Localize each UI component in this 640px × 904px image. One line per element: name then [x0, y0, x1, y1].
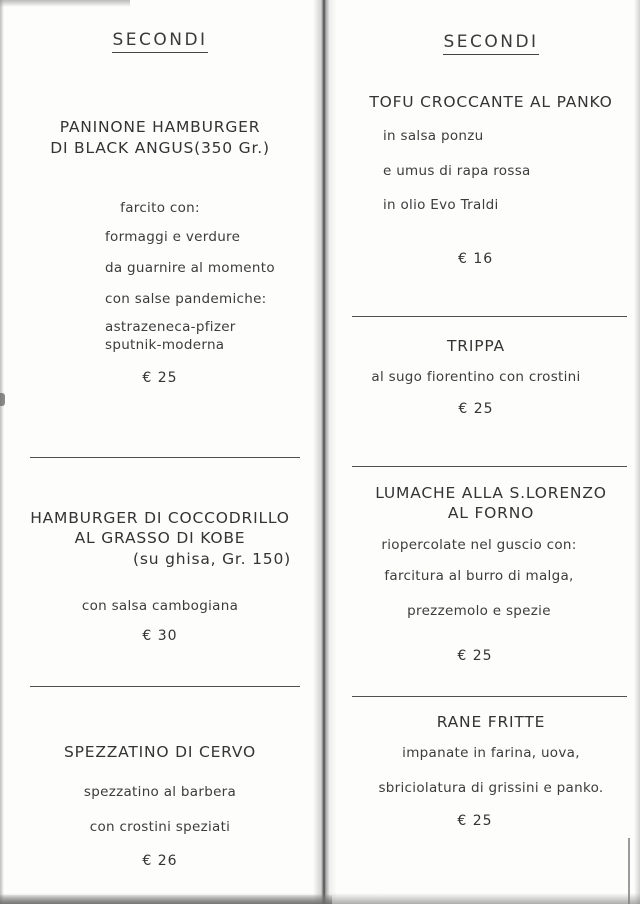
menu-item-title: DI BLACK ANGUS(350 Gr.) — [50, 139, 270, 157]
menu-item-description: e umus di rapa rossa — [383, 163, 531, 179]
section-divider — [352, 316, 627, 317]
right-page — [330, 0, 640, 904]
menu-item-description: farcito con: — [120, 200, 200, 216]
menu-item-description: sputnik-moderna — [105, 337, 225, 353]
menu-item-description: spezzatino al barbera — [83, 784, 237, 800]
menu-item-price: € 25 — [142, 370, 178, 386]
section-divider — [352, 466, 627, 467]
menu-item-title: PANINONE HAMBURGER — [59, 118, 261, 136]
menu-item-description: impanate in farina, uova, — [402, 745, 580, 761]
menu-item-description: in salsa ponzu — [383, 128, 484, 144]
menu-item-price: € 25 — [458, 401, 494, 417]
menu-item-description: con salsa cambogiana — [81, 598, 239, 614]
page-header — [10, 30, 310, 50]
menu-item-price: € 16 — [458, 251, 494, 267]
section-divider — [30, 686, 300, 687]
page-fold-shadow — [313, 0, 337, 904]
menu-item-title: SPEZZATINO DI CERVO — [63, 743, 257, 761]
scan-artifact-left-mark — [0, 393, 5, 406]
menu-item-price: € 25 — [457, 648, 493, 664]
menu-item-title: LUMACHE ALLA S.LORENZO — [375, 484, 607, 502]
menu-item-title: (su ghisa, Gr. 150) — [133, 550, 291, 568]
scan-artifact-top-edge — [0, 0, 130, 7]
scan-artifact-left-edge — [0, 0, 4, 904]
menu-item-description: al sugo fiorentino con crostini — [371, 369, 581, 385]
menu-item-description: sbriciolatura di grissini e panko. — [378, 780, 604, 796]
page-header — [342, 32, 640, 52]
menu-item-title: RANE FRITTE — [436, 713, 546, 731]
menu-item-description: con crostini speziati — [89, 819, 231, 835]
menu-item-title: TOFU CROCCANTE AL PANKO — [369, 93, 613, 111]
menu-item-description: in olio Evo Traldi — [383, 197, 499, 213]
menu-item-price: € 30 — [142, 628, 178, 644]
menu-item-price: € 26 — [142, 853, 178, 869]
menu-item-description: con salse pandemiche: — [105, 291, 267, 307]
section-divider — [30, 457, 300, 458]
menu-item-description: astrazeneca-pfizer — [105, 319, 236, 335]
page-header-text: SECONDI — [443, 32, 538, 55]
menu-item-description: riopercolate nel guscio con: — [381, 537, 577, 553]
menu-item-description: farcitura al burro di malga, — [384, 568, 574, 584]
page-header-text: SECONDI — [112, 30, 207, 53]
scan-artifact-bottom-left-edge — [0, 895, 332, 904]
menu-item-description: da guarnire al momento — [105, 260, 275, 276]
menu-item-description: prezzemolo e spezie — [407, 603, 551, 619]
menu-item-title: TRIPPA — [447, 337, 505, 355]
menu-item-title: AL FORNO — [447, 504, 535, 522]
menu-item-description: formaggi e verdure — [105, 229, 241, 245]
scan-artifact-right-edge — [634, 0, 640, 904]
menu-item-title: AL GRASSO DI KOBE — [74, 529, 246, 547]
menu-item-title: HAMBURGER DI COCCODRILLO — [30, 509, 290, 527]
section-divider — [352, 696, 627, 697]
menu-item-price: € 25 — [457, 813, 493, 829]
